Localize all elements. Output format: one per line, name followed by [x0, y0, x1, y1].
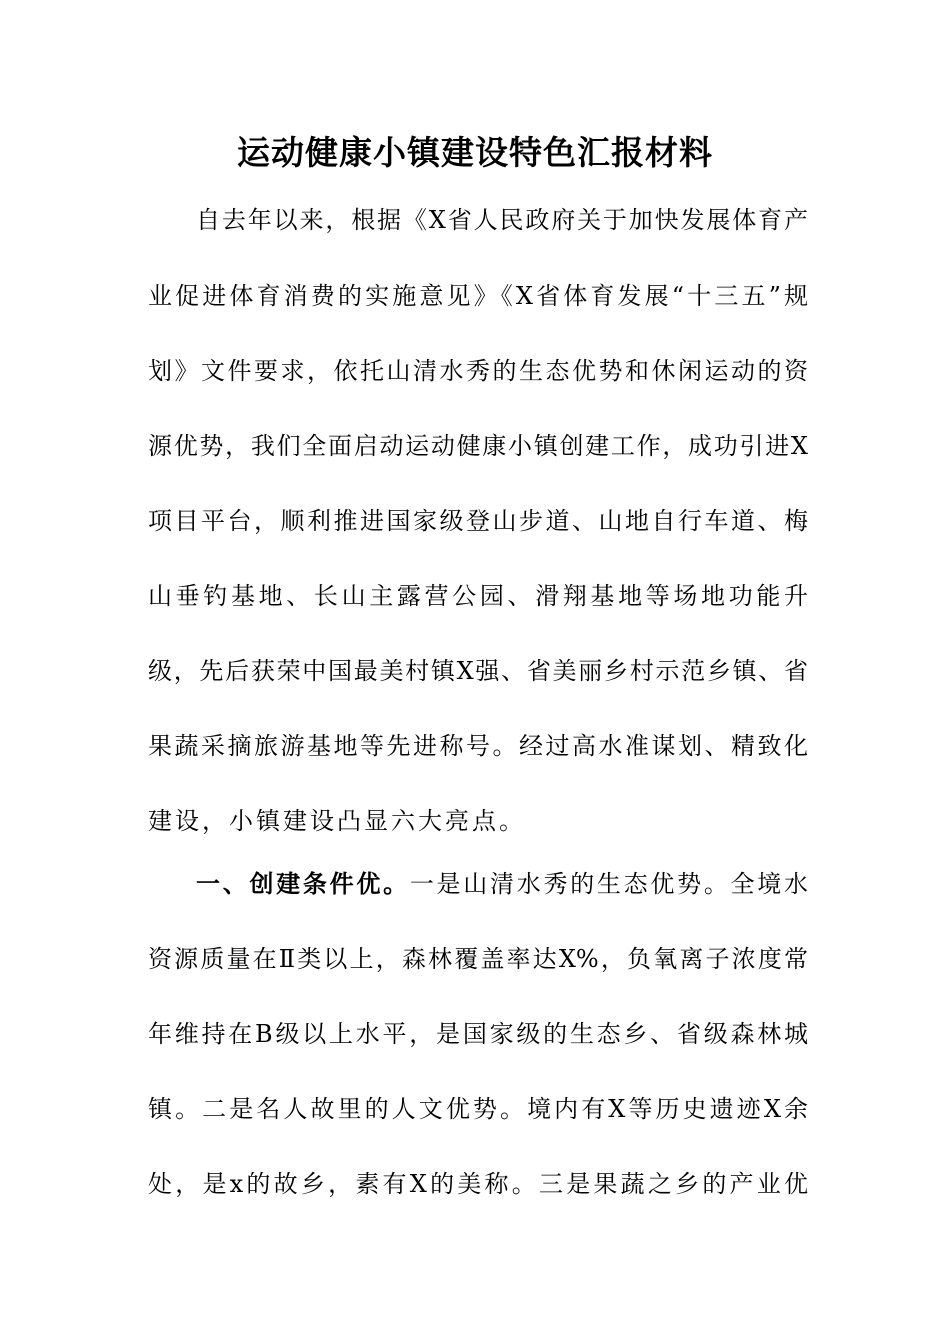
paragraph-1-line-4: 源优势，我们全面启动运动健康小镇创建工作，成功引进X: [148, 432, 808, 460]
paragraph-1-line-1: 自去年以来，根据《X省人民政府关于加快发展体育产: [196, 206, 808, 234]
paragraph-2-line-3: 年维持在B级以上水平，是国家级的生态乡、省级森林城: [148, 1020, 808, 1048]
paragraph-1-line-2: 业促进体育消费的实施意见》《X省体育发展“十三五”规: [148, 282, 808, 310]
paragraph-2-line-1: [196, 869, 808, 899]
paragraph-1-line-8: 果蔬采摘旅游基地等先进称号。经过高水准谋划、精致化: [148, 732, 808, 760]
paragraph-1-line-7: 级，先后获荣中国最美村镇X强、省美丽乡村示范乡镇、省: [148, 657, 808, 685]
paragraph-2-line-5: 处，是x的故乡，素有X的美称。三是果蔬之乡的产业优: [148, 1170, 808, 1198]
paragraph-1-line-6: 山垂钓基地、长山主露营公园、滑翔基地等场地功能升: [148, 582, 808, 610]
paragraph-1-line-9: 建设，小镇建设凸显六大亮点。: [148, 807, 526, 835]
paragraph-1-line-3: 划》文件要求，依托山清水秀的生态优势和休闲运动的资: [148, 357, 808, 385]
section-heading: 一、创建条件优。: [196, 870, 410, 898]
paragraph-1-line-5: 项目平台，顺利推进国家级登山步道、山地自行车道、梅: [148, 507, 808, 535]
paragraph-2-line-4: 镇。二是名人故里的人文优势。境内有X等历史遗迹X余: [148, 1095, 808, 1123]
document-title: 运动健康小镇建设特色汇报材料: [237, 133, 713, 172]
paragraph-2-line-2: 资源质量在Ⅱ类以上，森林覆盖率达X%，负氧离子浓度常: [148, 945, 808, 973]
paragraph-2-line-1-text: 一是山清水秀的生态优势。全境水: [409, 870, 809, 898]
